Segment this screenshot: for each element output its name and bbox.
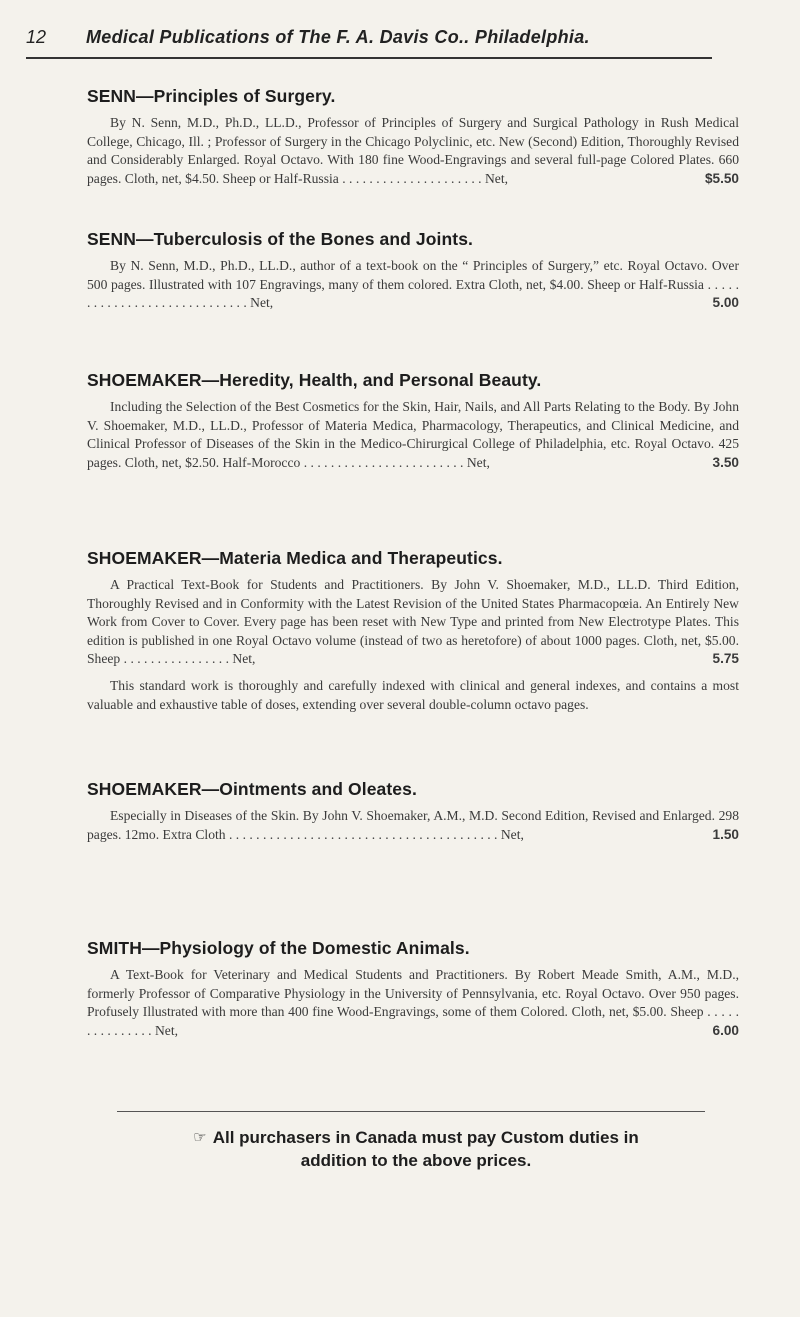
entry-description xyxy=(87,257,739,313)
entry-price: 5.75 xyxy=(712,651,739,667)
catalog-entry-smith-physiology xyxy=(87,938,739,1040)
entry-title: SENN—Tuberculosis of the Bones and Joints. xyxy=(87,229,474,249)
net-label: Net, xyxy=(250,295,274,311)
entry-title: SMITH—Physiology of the Domestic Animals. xyxy=(87,938,470,958)
entry-title: SHOEMAKER—Heredity, Health, and Personal Beauty. xyxy=(87,370,542,390)
entry-text: Especially in Diseases of the Skin. By John V. Shoemaker, A.M., M.D. Second Edition, Revised and Enlarged. 298 pages. 12mo. Extra Cloth xyxy=(87,808,739,842)
entry-description xyxy=(87,114,739,188)
entry-note: This standard work is thoroughly and carefully indexed with clinical and general indexes, and contains a most valuable and exhaustive table of doses, extending over several double-column octavo pages. xyxy=(87,677,739,712)
entry-text: A Text-Book for Veterinary and Medical Students and Practitioners. By Robert Meade Smith, A.M., M.D., formerly Professor of Comparative Physiology in the University of Pennsylvania, etc. Royal Octavo. Over 950 pages. Profusely Illustrated with more than 400 fine Wood-Engravings, some of them Colored. Cloth, net, $5.00. Sheep . . xyxy=(87,967,739,1020)
page-number: 12 xyxy=(26,27,47,47)
catalog-entry-senn-surgery xyxy=(87,86,739,188)
leader-dots: . . . . . . . . . . . . . . . . xyxy=(123,651,233,667)
entry-title: SHOEMAKER—Materia Medica and Therapeutics. xyxy=(87,548,503,568)
catalog-entry-shoemaker-heredity xyxy=(87,370,739,472)
footer-rule xyxy=(117,1111,705,1112)
entry-description xyxy=(87,807,739,844)
entry-text: By N. Senn, M.D., Ph.D., LL.D., author of a text-book on the “ Principles of Surgery,” etc. Royal Octavo. Over 500 pages. Illustrated with 107 Engravings, many of them colored. Extra Cloth, net, $4.00. Sheep or Half-Russia xyxy=(87,258,739,292)
net-label: Net, xyxy=(484,170,508,186)
entry-price: $5.50 xyxy=(704,170,739,186)
net-label: Net, xyxy=(466,454,490,470)
leader-dots: . . . . . . . . . . . . . . . . . . . . . . . . xyxy=(303,454,467,470)
notice-line-1: All purchasers in Canada must pay Custom duties in xyxy=(212,1128,639,1147)
entry-text: A Practical Text-Book for Students and Practitioners. By John V. Shoemaker, M.D., LL.D. Third Edition, Thoroughly Revised and in Conformity with the Latest Revision of the United States Pharmacopœia. An Entirely New Work from Cover to Cover. Every page has been reset with New Type and printed from New Electrotype Plates. This edition is published in one Royal Octavo volume (instead of two as heretofore) of about 1000 pages. Cloth, net, $5.00. Sheep xyxy=(87,577,739,667)
entry-description xyxy=(87,576,739,669)
running-title: Medical Publications of The F. A. Davis Co.. Philadelphia. xyxy=(86,27,590,47)
entry-title: SHOEMAKER—Ointments and Oleates. xyxy=(87,779,417,799)
entry-price: 1.50 xyxy=(712,826,739,842)
entry-description xyxy=(87,966,739,1040)
entry-text: Including the Selection of the Best Cosmetics for the Skin, Hair, Nails, and All Parts Relating to the Body. By John V. Shoemaker, M.D., LL.D., Professor of Materia Medica, Pharmacology, Therapeutics, and Clinical Medicine, and Clinical Professor of Diseases of the Skin in the Medico-Chirurgical College of Philadelphia, etc. Royal Octavo. 425 pages. Cloth, net, $2.50. Half-Morocco xyxy=(87,399,739,470)
canada-customs-notice xyxy=(106,1126,726,1172)
catalog-entry-senn-tuberculosis xyxy=(87,229,739,313)
entry-description xyxy=(87,398,739,472)
leader-dots: . . . . . . . . . . . . . xyxy=(87,1004,739,1038)
entry-price: 6.00 xyxy=(712,1022,739,1038)
leader-dots: . . . . . . . . . . . . . . . . . . . . . . . . . . . . . xyxy=(87,276,740,311)
catalog-entry-shoemaker-materia-medica xyxy=(87,548,739,714)
net-label: Net, xyxy=(154,1022,178,1038)
header-rule xyxy=(26,57,712,59)
entry-price: 5.00 xyxy=(712,295,739,311)
entry-title: SENN—Principles of Surgery. xyxy=(87,86,336,106)
leader-dots: . . . . . . . . . . . . . . . . . . . . . xyxy=(342,170,485,186)
net-label: Net, xyxy=(232,651,256,667)
entry-text: By N. Senn, M.D., Ph.D., LL.D., Professor of Principles of Surgery and Surgical Pathology in Rush Medical College, Chicago, Ill. ; Professor of Surgery in the Chicago Polyclinic, etc. New (Second) Edition, Thoroughly Revised and Considerably Enlarged. Royal Octavo. With 180 fine Wood-Engravings and several full-page Colored Plates. 660 pages. Cloth, net, $4.50. Sheep or Half-Russia xyxy=(87,115,739,186)
entry-price: 3.50 xyxy=(712,454,739,470)
catalog-entry-shoemaker-ointments xyxy=(87,779,739,844)
leader-dots: . . . . . . . . . . . . . . . . . . . . . . . . . . . . . . . . . . . . . . . . xyxy=(228,826,501,842)
pointing-hand-icon: ☞ xyxy=(193,1129,207,1146)
net-label: Net, xyxy=(500,826,524,842)
notice-line-2: addition to the above prices. xyxy=(300,1151,532,1170)
